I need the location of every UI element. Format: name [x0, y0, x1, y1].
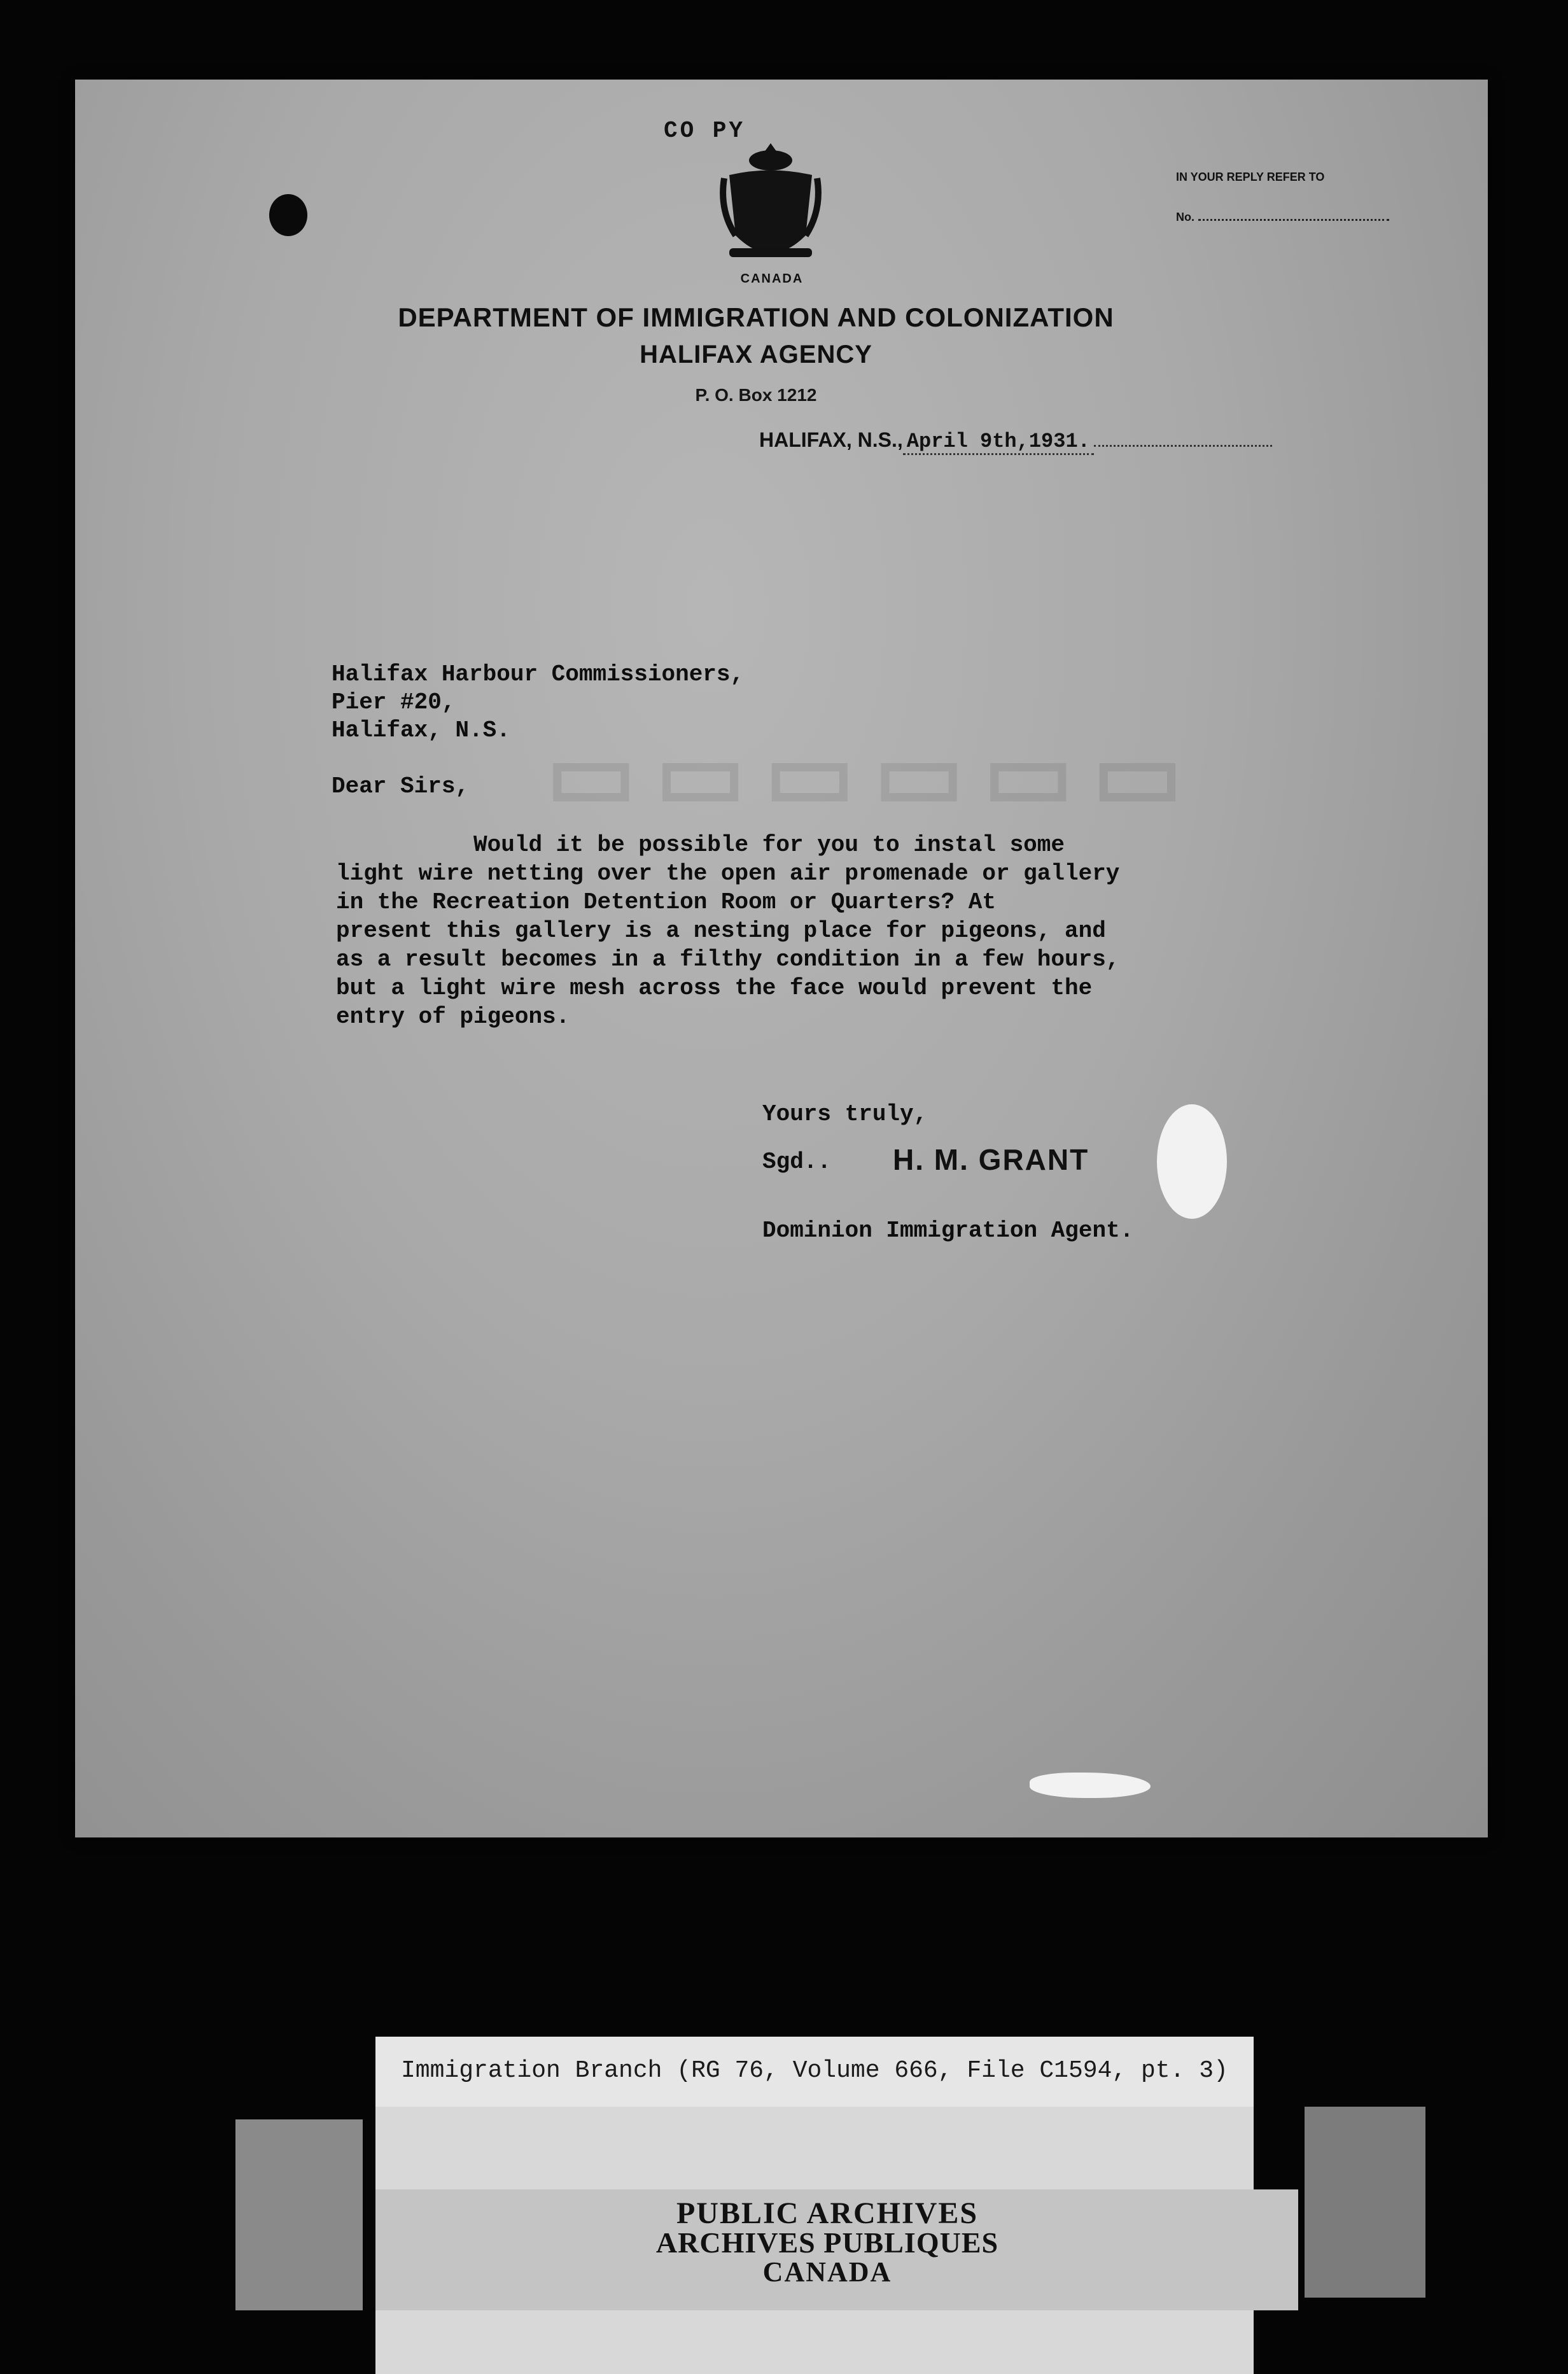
closing: Yours truly,: [762, 1101, 928, 1127]
canada-crest-icon: [717, 140, 825, 274]
archive-tag-edge-right: [1305, 2107, 1425, 2298]
punch-hole: [269, 194, 307, 236]
agency-title: HALIFAX AGENCY: [640, 341, 872, 369]
show-through-watermark: ▭▭▭▭▭▭: [546, 722, 1202, 828]
po-box: P. O. Box 1212: [695, 385, 817, 405]
signed-label: Sgd..: [762, 1149, 832, 1175]
reply-reference-label: IN YOUR REPLY REFER TO: [1176, 171, 1325, 183]
copy-mark: CO PY: [664, 118, 746, 144]
paper-damage-blot: [1157, 1104, 1227, 1219]
letter-date: April 9th,1931.: [903, 430, 1094, 455]
signatory-title: Dominion Immigration Agent.: [762, 1218, 1134, 1244]
crest-caption: CANADA: [740, 272, 804, 286]
archive-stamp-line1: PUBLIC ARCHIVES: [676, 2196, 979, 2230]
addressee-block: Halifax Harbour Commissioners, Pier #20, Halifax, N.S.: [332, 661, 745, 743]
paper-damage-blot: [1030, 1773, 1151, 1798]
place-label: HALIFAX, N.S.,: [759, 428, 903, 451]
archive-tag-edge-left: [235, 2119, 363, 2310]
archive-stamp: [573, 2196, 1082, 2287]
reply-number-label: No.: [1176, 211, 1194, 223]
reply-number-field: [1176, 211, 1389, 224]
dateline: [759, 428, 1272, 453]
department-title: DEPARTMENT OF IMMIGRATION AND COLONIZATION: [398, 302, 1114, 332]
date-blank: [1094, 445, 1272, 447]
letter-body: Would it be possible for you to instal some light wire netting over the open air promenade or gallery in the Recreation Detention Room or Quarters? At present this gallery is a nesting place for pigeons, and as a result becomes in a filthy condition in a few hours, but a light wire mesh across the face would prevent the entry of pigeons.: [336, 832, 1120, 1030]
archive-citation: Immigration Branch (RG 76, Volume 666, File C1594, pt. 3): [401, 2057, 1228, 2084]
archive-citation-tag: [375, 2037, 1254, 2109]
reply-number-blank: [1198, 219, 1389, 221]
letter-page: [75, 80, 1488, 1837]
signatory-name: H. M. GRANT: [893, 1143, 1089, 1176]
archive-stamp-line3: CANADA: [762, 2256, 892, 2287]
salutation: Dear Sirs,: [332, 773, 470, 799]
archive-stamp-line2: ARCHIVES PUBLIQUES: [655, 2226, 999, 2259]
